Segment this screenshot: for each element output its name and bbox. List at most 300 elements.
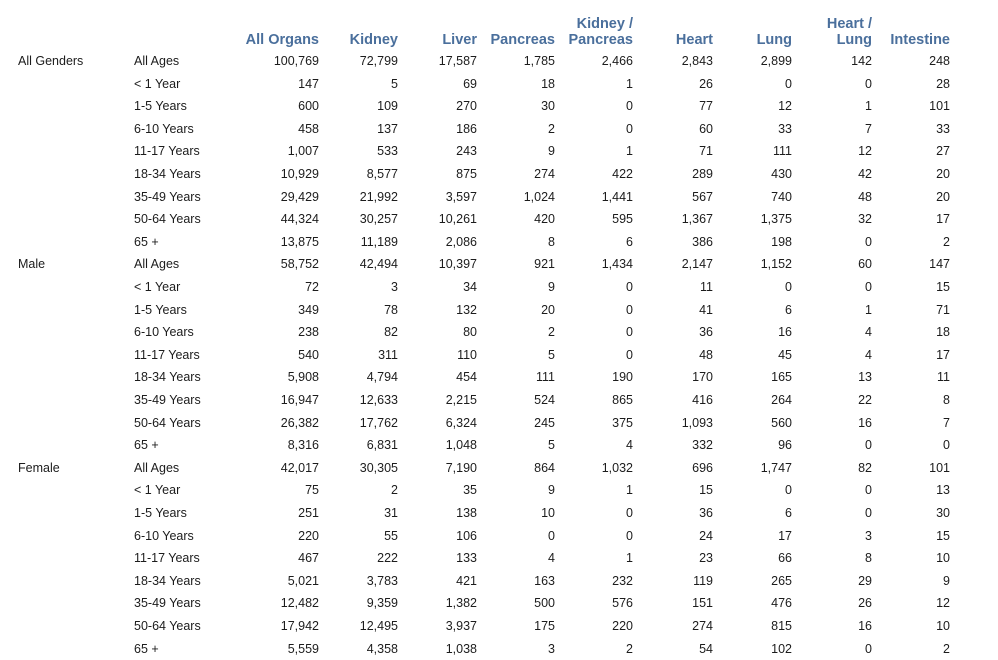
cell-heart-lung: 0 — [865, 76, 872, 91]
age-group-label: 50-64 Years — [134, 212, 201, 227]
cell-kidney: 311 — [378, 347, 398, 362]
cell-kidney: 42,494 — [359, 257, 398, 272]
table-row — [0, 50, 998, 72]
cell-lung: 12 — [778, 99, 792, 114]
cell-all-organs: 13,875 — [280, 234, 319, 249]
cell-kidney: 109 — [377, 99, 398, 114]
cell-lung: 476 — [771, 596, 792, 611]
cell-lung: 66 — [778, 551, 792, 566]
cell-all-organs: 44,324 — [280, 212, 319, 227]
cell-kidney: 21,992 — [359, 189, 398, 204]
cell-heart: 289 — [692, 167, 713, 181]
cell-kidney-pancreas: 1 — [626, 76, 633, 91]
cell-liver: 270 — [456, 99, 477, 114]
cell-lung: 111 — [772, 144, 792, 159]
cell-heart-lung: 4 — [865, 347, 872, 362]
cell-intestine: 18 — [936, 325, 950, 340]
cell-heart: 151 — [692, 596, 713, 611]
age-group-label: 6-10 Years — [134, 325, 194, 340]
cell-lung: 6 — [785, 302, 792, 317]
cell-intestine: 147 — [929, 257, 950, 272]
cell-kidney-pancreas: 1,441 — [601, 189, 633, 204]
cell-pancreas: 1,024 — [523, 189, 555, 204]
table-row — [0, 276, 998, 298]
cell-pancreas: 5 — [548, 438, 555, 453]
age-group-label: 1-5 Years — [134, 99, 187, 114]
cell-heart: 36 — [699, 325, 713, 340]
cell-lung: 16 — [778, 325, 792, 340]
cell-intestine: 30 — [936, 506, 950, 520]
cell-lung: 1,747 — [760, 460, 792, 475]
cell-heart: 416 — [692, 393, 713, 407]
cell-kidney: 9,359 — [366, 596, 398, 611]
cell-kidney-pancreas: 6 — [626, 234, 633, 249]
cell-liver: 35 — [463, 483, 477, 498]
table-row — [0, 186, 998, 208]
cell-liver: 186 — [456, 121, 477, 136]
cell-intestine: 248 — [929, 54, 950, 68]
cell-heart-lung: 13 — [858, 370, 872, 385]
cell-lung: 45 — [778, 347, 792, 362]
cell-all-organs: 5,559 — [287, 641, 319, 656]
cell-kidney: 17,762 — [359, 415, 398, 430]
cell-heart: 1,093 — [681, 415, 713, 430]
cell-all-organs: 75 — [305, 483, 319, 498]
cell-kidney-pancreas: 0 — [626, 528, 633, 543]
cell-liver: 10,261 — [438, 212, 477, 227]
age-group-label: 35-49 Years — [134, 189, 201, 204]
cell-kidney-pancreas: 2 — [626, 641, 633, 656]
cell-intestine: 13 — [936, 483, 950, 498]
cell-heart-lung: 16 — [858, 415, 872, 430]
cell-heart-lung: 0 — [865, 641, 872, 656]
cell-all-organs: 458 — [298, 121, 319, 136]
age-group-label: 65 + — [134, 438, 159, 453]
cell-liver: 3,597 — [445, 189, 477, 204]
cell-intestine: 15 — [936, 280, 950, 294]
cell-kidney-pancreas: 0 — [626, 99, 633, 114]
cell-heart-lung: 8 — [865, 551, 872, 566]
cell-all-organs: 251 — [298, 506, 319, 520]
table-row — [0, 253, 998, 275]
cell-heart-lung: 82 — [858, 460, 872, 475]
table-row — [0, 457, 998, 479]
cell-pancreas: 3 — [548, 641, 555, 656]
cell-lung: 1,152 — [760, 257, 792, 272]
cell-liver: 7,190 — [445, 460, 477, 475]
cell-intestine: 10 — [936, 551, 950, 566]
cell-lung: 96 — [778, 438, 792, 453]
cell-lung: 102 — [771, 641, 792, 656]
cell-intestine: 17 — [936, 212, 950, 227]
cell-pancreas: 524 — [534, 393, 555, 407]
cell-heart: 54 — [699, 641, 713, 656]
cell-heart-lung: 42 — [858, 167, 872, 181]
cell-intestine: 8 — [943, 393, 950, 407]
cell-heart: 23 — [699, 551, 713, 566]
cell-lung: 815 — [771, 619, 792, 633]
cell-lung: 6 — [785, 506, 792, 520]
cell-kidney: 533 — [377, 144, 398, 159]
cell-all-organs: 10,929 — [280, 167, 319, 181]
table-row — [0, 366, 998, 388]
cell-all-organs: 100,769 — [273, 54, 319, 68]
cell-kidney: 55 — [384, 528, 398, 543]
cell-lung: 33 — [778, 121, 792, 136]
cell-all-organs: 540 — [298, 347, 319, 362]
cell-intestine: 10 — [936, 619, 950, 633]
table-row — [0, 118, 998, 140]
cell-heart: 2,147 — [681, 257, 713, 272]
cell-kidney-pancreas: 1 — [626, 144, 633, 159]
cell-pancreas: 9 — [548, 483, 555, 498]
cell-liver: 1,048 — [445, 438, 477, 453]
cell-kidney-pancreas: 0 — [626, 280, 633, 294]
cell-lung: 0 — [785, 280, 792, 294]
cell-kidney-pancreas: 865 — [612, 393, 633, 407]
gender-label: Male — [18, 257, 46, 272]
cell-all-organs: 42,017 — [280, 460, 319, 475]
cell-heart-lung: 3 — [865, 528, 872, 543]
age-group-label: 18-34 Years — [134, 370, 201, 385]
cell-kidney: 78 — [384, 302, 398, 317]
cell-pancreas: 9 — [548, 280, 555, 294]
cell-liver: 138 — [456, 506, 477, 520]
cell-pancreas: 2 — [548, 325, 555, 340]
table-row — [0, 547, 998, 569]
cell-heart: 567 — [692, 189, 713, 204]
cell-intestine: 71 — [936, 302, 950, 317]
cell-lung: 740 — [771, 189, 792, 204]
cell-all-organs: 8,316 — [287, 438, 319, 453]
cell-pancreas: 1,785 — [523, 54, 555, 68]
column-header-pancreas: Pancreas — [490, 32, 555, 48]
table-row — [0, 140, 998, 162]
cell-kidney: 5 — [391, 76, 398, 91]
table-row — [0, 163, 998, 185]
cell-liver: 454 — [456, 370, 477, 385]
cell-kidney-pancreas: 0 — [626, 121, 633, 136]
table-row — [0, 434, 998, 456]
cell-liver: 6,324 — [445, 415, 477, 430]
cell-lung: 264 — [771, 393, 792, 407]
cell-kidney: 11,189 — [360, 234, 398, 249]
age-group-label: All Ages — [134, 460, 180, 475]
table-row — [0, 570, 998, 592]
age-group-label: 1-5 Years — [134, 302, 187, 317]
age-group-label: 11-17 Years — [134, 551, 200, 566]
cell-lung: 198 — [771, 234, 792, 249]
cell-all-organs: 12,482 — [280, 596, 319, 611]
cell-pancreas: 8 — [548, 234, 555, 249]
cell-kidney-pancreas: 1 — [626, 483, 633, 498]
cell-pancreas: 0 — [548, 528, 555, 543]
cell-kidney-pancreas: 0 — [626, 347, 633, 362]
cell-heart: 36 — [699, 506, 713, 520]
age-group-label: 11-17 Years — [134, 347, 200, 362]
column-header-kidney: Kidney — [349, 32, 398, 48]
age-group-label: 65 + — [134, 641, 159, 656]
cell-heart: 15 — [699, 483, 713, 498]
age-group-label: 50-64 Years — [134, 619, 201, 633]
age-group-label: < 1 Year — [134, 76, 181, 91]
cell-heart: 60 — [699, 121, 713, 136]
cell-intestine: 27 — [936, 144, 950, 159]
cell-pancreas: 18 — [541, 76, 555, 91]
cell-kidney-pancreas: 1,032 — [601, 460, 633, 475]
cell-all-organs: 467 — [298, 551, 319, 566]
column-header-intestine: Intestine — [890, 32, 950, 48]
cell-liver: 1,382 — [445, 596, 477, 611]
cell-pancreas: 10 — [541, 506, 555, 520]
cell-liver: 69 — [463, 76, 477, 91]
cell-kidney: 12,633 — [359, 393, 398, 407]
cell-pancreas: 30 — [541, 99, 555, 114]
cell-all-organs: 220 — [298, 528, 319, 543]
cell-kidney-pancreas: 190 — [612, 370, 633, 385]
cell-heart: 48 — [699, 347, 713, 362]
cell-liver: 243 — [456, 144, 477, 159]
cell-heart-lung: 26 — [858, 596, 872, 611]
cell-all-organs: 5,908 — [287, 370, 319, 385]
table-row — [0, 95, 998, 117]
cell-all-organs: 1,007 — [287, 144, 319, 159]
cell-pancreas: 420 — [534, 212, 555, 227]
cell-intestine: 33 — [936, 121, 950, 136]
gender-label: Female — [18, 460, 60, 475]
cell-heart: 170 — [692, 370, 713, 385]
cell-pancreas: 2 — [548, 121, 555, 136]
cell-pancreas: 274 — [534, 167, 555, 181]
cell-heart: 1,367 — [681, 212, 713, 227]
cell-kidney-pancreas: 576 — [612, 596, 633, 611]
table-row — [0, 502, 998, 524]
cell-lung: 17 — [778, 528, 792, 543]
table-row — [0, 73, 998, 95]
cell-lung: 165 — [771, 370, 792, 385]
column-header-heart-lung: Heart / Lung — [826, 16, 872, 48]
cell-lung: 0 — [785, 483, 792, 498]
cell-heart-lung: 1 — [865, 302, 872, 317]
cell-kidney-pancreas: 595 — [612, 212, 633, 227]
cell-heart-lung: 0 — [865, 483, 872, 498]
cell-kidney-pancreas: 375 — [612, 415, 633, 430]
cell-liver: 2,215 — [445, 393, 477, 407]
cell-kidney: 30,305 — [359, 460, 398, 475]
cell-liver: 80 — [463, 325, 477, 340]
table-row — [0, 525, 998, 547]
cell-lung: 0 — [785, 76, 792, 91]
cell-kidney: 6,831 — [366, 438, 398, 453]
cell-intestine: 2 — [943, 641, 950, 656]
cell-kidney: 8,577 — [366, 167, 398, 181]
column-header-heart: Heart — [675, 32, 713, 48]
cell-intestine: 28 — [936, 76, 950, 91]
cell-all-organs: 600 — [298, 99, 319, 114]
cell-heart: 26 — [699, 76, 713, 91]
table-row — [0, 615, 998, 637]
cell-pancreas: 9 — [548, 144, 555, 159]
cell-liver: 1,038 — [445, 641, 477, 656]
table-row — [0, 299, 998, 321]
column-header-liver: Liver — [442, 32, 477, 48]
cell-lung: 2,899 — [760, 54, 792, 68]
cell-intestine: 7 — [943, 415, 950, 430]
cell-pancreas: 175 — [534, 619, 555, 633]
cell-kidney-pancreas: 2,466 — [601, 54, 633, 68]
cell-liver: 110 — [457, 347, 477, 362]
cell-lung: 265 — [771, 573, 792, 588]
cell-heart-lung: 1 — [865, 99, 872, 114]
table-row — [0, 321, 998, 343]
cell-heart-lung: 0 — [865, 234, 872, 249]
age-group-label: 18-34 Years — [134, 167, 201, 181]
cell-intestine: 20 — [936, 189, 950, 204]
cell-all-organs: 26,382 — [280, 415, 319, 430]
cell-heart-lung: 0 — [865, 280, 872, 294]
cell-kidney: 31 — [384, 506, 398, 520]
cell-intestine: 15 — [936, 528, 950, 543]
cell-heart: 386 — [692, 234, 713, 249]
cell-kidney: 12,495 — [359, 619, 398, 633]
cell-intestine: 20 — [936, 167, 950, 181]
cell-lung: 1,375 — [760, 212, 792, 227]
cell-kidney: 3,783 — [366, 573, 398, 588]
cell-all-organs: 17,942 — [280, 619, 319, 633]
cell-kidney: 3 — [391, 280, 398, 294]
cell-kidney-pancreas: 232 — [612, 573, 633, 588]
cell-all-organs: 5,021 — [287, 573, 319, 588]
cell-kidney-pancreas: 1,434 — [601, 257, 633, 272]
cell-pancreas: 500 — [534, 596, 555, 611]
cell-heart-lung: 0 — [865, 438, 872, 453]
age-group-label: < 1 Year — [134, 483, 181, 498]
cell-pancreas: 864 — [534, 460, 555, 475]
cell-heart-lung: 29 — [858, 573, 872, 588]
cell-pancreas: 5 — [548, 347, 555, 362]
cell-liver: 421 — [456, 573, 477, 588]
cell-heart-lung: 142 — [851, 54, 872, 68]
cell-kidney-pancreas: 1 — [626, 551, 633, 566]
column-header-lung: Lung — [756, 32, 792, 48]
cell-kidney: 4,794 — [366, 370, 398, 385]
cell-kidney: 30,257 — [359, 212, 398, 227]
cell-heart: 11 — [700, 280, 713, 294]
cell-liver: 17,587 — [438, 54, 477, 68]
cell-kidney: 137 — [377, 121, 398, 136]
cell-all-organs: 58,752 — [280, 257, 319, 272]
cell-intestine: 0 — [943, 438, 950, 453]
cell-heart: 71 — [699, 144, 713, 159]
cell-kidney-pancreas: 422 — [612, 167, 633, 181]
cell-liver: 133 — [456, 551, 477, 566]
table-row — [0, 208, 998, 230]
cell-heart: 41 — [699, 302, 713, 317]
cell-intestine: 101 — [929, 99, 950, 114]
cell-heart-lung: 22 — [858, 393, 872, 407]
cell-kidney: 82 — [384, 325, 398, 340]
column-header-row — [0, 0, 998, 52]
cell-kidney: 222 — [377, 551, 398, 566]
cell-liver: 132 — [456, 302, 477, 317]
age-group-label: 1-5 Years — [134, 506, 187, 520]
cell-heart-lung: 16 — [858, 619, 872, 633]
cell-all-organs: 16,947 — [280, 393, 319, 407]
cell-intestine: 2 — [943, 234, 950, 249]
cell-intestine: 12 — [936, 596, 950, 611]
cell-heart-lung: 4 — [865, 325, 872, 340]
cell-heart-lung: 12 — [858, 144, 872, 159]
cell-liver: 10,397 — [438, 257, 477, 272]
cell-all-organs: 29,429 — [280, 189, 319, 204]
cell-kidney: 4,358 — [366, 641, 398, 656]
cell-intestine: 9 — [943, 573, 950, 588]
cell-liver: 34 — [463, 280, 477, 294]
cell-heart: 119 — [693, 573, 713, 588]
cell-heart: 2,843 — [681, 54, 713, 68]
cell-liver: 2,086 — [445, 234, 477, 249]
cell-intestine: 17 — [936, 347, 950, 362]
gender-label: All Genders — [18, 54, 84, 68]
age-group-label: 18-34 Years — [134, 573, 201, 588]
column-header-all-organs: All Organs — [245, 32, 319, 48]
cell-liver: 3,937 — [445, 619, 477, 633]
cell-heart: 24 — [699, 528, 713, 543]
column-header-kidney-pancreas: Kidney / Pancreas — [568, 16, 633, 48]
cell-kidney-pancreas: 0 — [626, 325, 633, 340]
age-group-label: All Ages — [134, 257, 180, 272]
age-group-label: 50-64 Years — [134, 415, 201, 430]
cell-kidney-pancreas: 220 — [612, 619, 633, 633]
table-row — [0, 389, 998, 411]
cell-heart: 696 — [692, 460, 713, 475]
cell-all-organs: 349 — [298, 302, 319, 317]
age-group-label: 6-10 Years — [134, 528, 194, 543]
age-group-label: All Ages — [134, 54, 180, 68]
table-row — [0, 479, 998, 501]
cell-heart-lung: 7 — [865, 121, 872, 136]
table-row — [0, 592, 998, 614]
age-group-label: 35-49 Years — [134, 393, 201, 407]
cell-liver: 875 — [456, 167, 477, 181]
cell-lung: 430 — [771, 167, 792, 181]
cell-kidney-pancreas: 0 — [626, 506, 633, 520]
cell-intestine: 101 — [929, 460, 950, 475]
cell-all-organs: 147 — [298, 76, 319, 91]
cell-heart-lung: 0 — [865, 506, 872, 520]
cell-pancreas: 4 — [548, 551, 555, 566]
cell-kidney-pancreas: 4 — [626, 438, 633, 453]
cell-kidney: 72,799 — [359, 54, 398, 68]
cell-kidney-pancreas: 0 — [626, 302, 633, 317]
cell-heart: 77 — [699, 99, 713, 114]
cell-kidney: 2 — [391, 483, 398, 498]
table-row — [0, 638, 998, 660]
cell-heart-lung: 48 — [858, 189, 872, 204]
cell-heart-lung: 60 — [858, 257, 872, 272]
age-group-label: 11-17 Years — [134, 144, 200, 159]
cell-pancreas: 111 — [535, 370, 555, 385]
table-row — [0, 231, 998, 253]
cell-heart: 274 — [692, 619, 713, 633]
cell-pancreas: 20 — [541, 302, 555, 317]
cell-pancreas: 163 — [534, 573, 555, 588]
cell-lung: 560 — [771, 415, 792, 430]
cell-heart-lung: 32 — [858, 212, 872, 227]
cell-pancreas: 245 — [534, 415, 555, 430]
cell-all-organs: 238 — [298, 325, 319, 340]
cell-intestine: 11 — [937, 370, 950, 385]
